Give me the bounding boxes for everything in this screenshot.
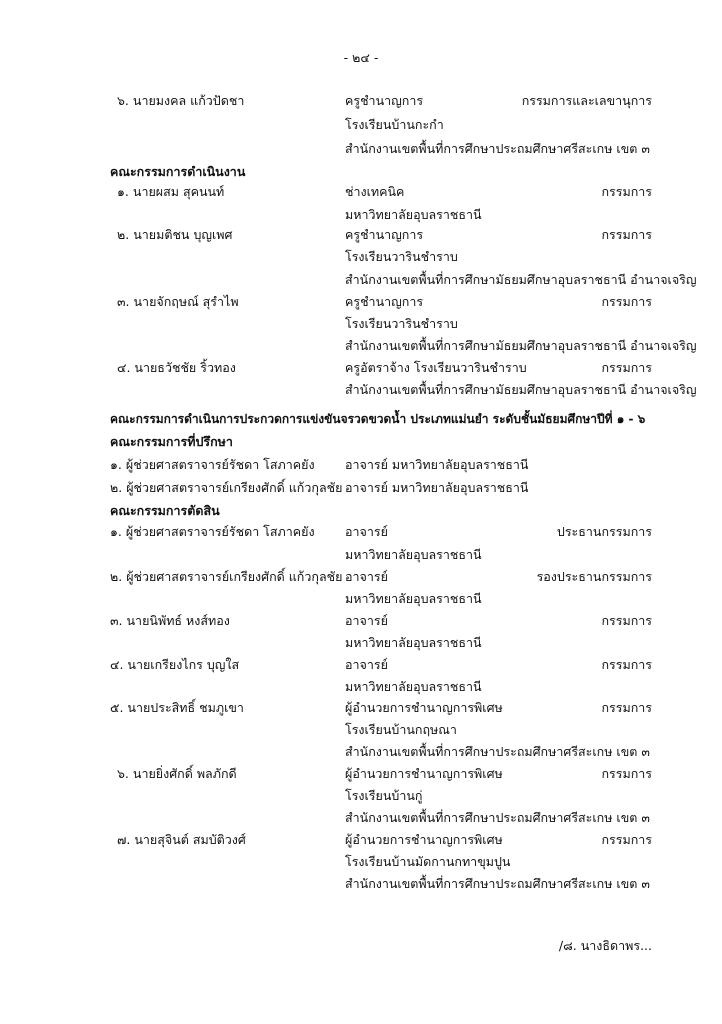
member-name: ๒. นายมติชน บุญเพศ (117, 227, 233, 242)
judge-role: รองประธานกรรมการ (536, 569, 652, 584)
judge-position: อาจารย์ (345, 569, 388, 584)
judge-name: ๖. นายยิ่งศักดิ์ พลภักดี (117, 766, 237, 781)
advisor-position: อาจารย์ มหาวิทยาลัยอุบลราชธานี (345, 457, 529, 472)
member-org: โรงเรียนบ้านกะกำ (345, 117, 444, 132)
member-role: กรรมการ (601, 294, 652, 309)
section-heading-operations: คณะกรรมการดำเนินงาน (110, 164, 246, 179)
judge-name: ๗. นายสุจินต์ สมบัติวงศ์ (117, 832, 246, 847)
advisor-name: ๑. ผู้ช่วยศาสตราจารย์รัชดา โสภาคยัง (110, 457, 315, 472)
member-role: กรรมการ (601, 227, 652, 242)
judge-position: ผู้อำนวยการชำนาญการพิเศษ (345, 700, 503, 715)
section-heading-judges: คณะกรรมการตัดสิน (110, 503, 220, 518)
judge-name: ๔. นายเกรียงไกร บุญใส (110, 657, 240, 672)
member-name: ๔. นายธวัชชัย ริ้วทอง (117, 360, 236, 375)
judge-name: ๑. ผู้ช่วยศาสตราจารย์รัชดา โสภาคยัง (110, 524, 315, 539)
judge-position: ผู้อำนวยการชำนาญการพิเศษ (345, 766, 503, 781)
judge-name: ๓. นายนิพัทธ์ หงส์ทอง (110, 613, 230, 628)
member-org: โรงเรียนวารินชำราบ (345, 249, 458, 264)
member-position: ครูอัตราจ้าง โรงเรียนวารินชำราบ (345, 360, 527, 375)
member-name: ๑. นายผสม สุคนนท์ (117, 184, 225, 199)
judge-role: ประธานกรรมการ (556, 524, 652, 539)
judge-org: มหาวิทยาลัยอุบลราชธานี (345, 635, 482, 650)
judge-name: ๕. นายประสิทธิ์ ชมภูเขา (110, 700, 244, 715)
judge-position: ผู้อำนวยการชำนาญการพิเศษ (345, 832, 503, 847)
judge-role: กรรมการ (601, 657, 652, 672)
member-org: มหาวิทยาลัยอุบลราชธานี (345, 207, 482, 222)
judge-name: ๒. ผู้ช่วยศาสตราจารย์เกรียงศักดิ์ แก้วกุลชัย (110, 569, 343, 584)
page-number: - ๒๔ - (343, 50, 379, 65)
contest-title: คณะกรรมการดำเนินการประกวดการแข่งขันจรวดขวดน้ำ ประเภทแม่นยำ ระดับชั้นมัธยมศึกษาปีที่ ๑ - ๖ (110, 412, 646, 426)
judge-org: สำนักงานเขตพื้นที่การศึกษาประถมศึกษาศรีสะเกษ เขต ๓ (345, 744, 650, 759)
judge-role: กรรมการ (601, 700, 652, 715)
judge-org: โรงเรียนบ้านมัดกานกทาขุมปูน (345, 854, 511, 869)
judge-org: มหาวิทยาลัยอุบลราชธานี (345, 591, 482, 606)
judge-org: มหาวิทยาลัยอุบลราชธานี (345, 679, 482, 694)
judge-org: สำนักงานเขตพื้นที่การศึกษาประถมศึกษาศรีสะเกษ เขต ๓ (345, 876, 650, 891)
judge-position: อาจารย์ (345, 657, 388, 672)
member-role: กรรมการและเลขานุการ (521, 93, 652, 108)
judge-role: กรรมการ (601, 613, 652, 628)
member-position: ครูชำนาญการ (345, 294, 424, 309)
member-name: ๓. นายจักฤษณ์ สุรำไพ (117, 294, 239, 309)
judge-org: โรงเรียนบ้านกฤษณา (345, 722, 457, 737)
member-name: ๖. นายมงคล แก้วปัดชา (117, 93, 245, 108)
judge-org: สำนักงานเขตพื้นที่การศึกษาประถมศึกษาศรีสะเกษ เขต ๓ (345, 810, 650, 825)
advisor-position: อาจารย์ มหาวิทยาลัยอุบลราชธานี (345, 480, 529, 495)
member-org: สำนักงานเขตพื้นที่การศึกษามัธยมศึกษาอุบลราชธานี อำนาจเจริญ (345, 338, 697, 353)
member-org: สำนักงานเขตพื้นที่การศึกษามัธยมศึกษาอุบลราชธานี อำนาจเจริญ (345, 382, 697, 397)
judge-position: อาจารย์ (345, 613, 388, 628)
judge-org: มหาวิทยาลัยอุบลราชธานี (345, 547, 482, 562)
judge-position: อาจารย์ (345, 524, 388, 539)
continuation-footer: /๘. นางธิดาพร... (558, 938, 652, 953)
member-role: กรรมการ (601, 360, 652, 375)
advisor-name: ๒. ผู้ช่วยศาสตราจารย์เกรียงศักดิ์ แก้วกุลชัย (110, 480, 343, 495)
judge-role: กรรมการ (601, 832, 652, 847)
member-position: ครูชำนาญการ (345, 227, 424, 242)
member-org: สำนักงานเขตพื้นที่การศึกษาประถมศึกษาศรีสะเกษ เขต ๓ (345, 141, 650, 156)
member-org: โรงเรียนวารินชำราบ (345, 316, 458, 331)
judge-role: กรรมการ (601, 766, 652, 781)
member-position: ช่างเทคนิค (345, 184, 405, 199)
member-org: สำนักงานเขตพื้นที่การศึกษามัธยมศึกษาอุบลราชธานี อำนาจเจริญ (345, 272, 697, 287)
judge-org: โรงเรียนบ้านกู่ (345, 788, 423, 803)
member-role: กรรมการ (601, 184, 652, 199)
section-heading-advisors: คณะกรรมการที่ปรึกษา (110, 434, 233, 449)
member-position: ครูชำนาญการ (345, 93, 424, 108)
